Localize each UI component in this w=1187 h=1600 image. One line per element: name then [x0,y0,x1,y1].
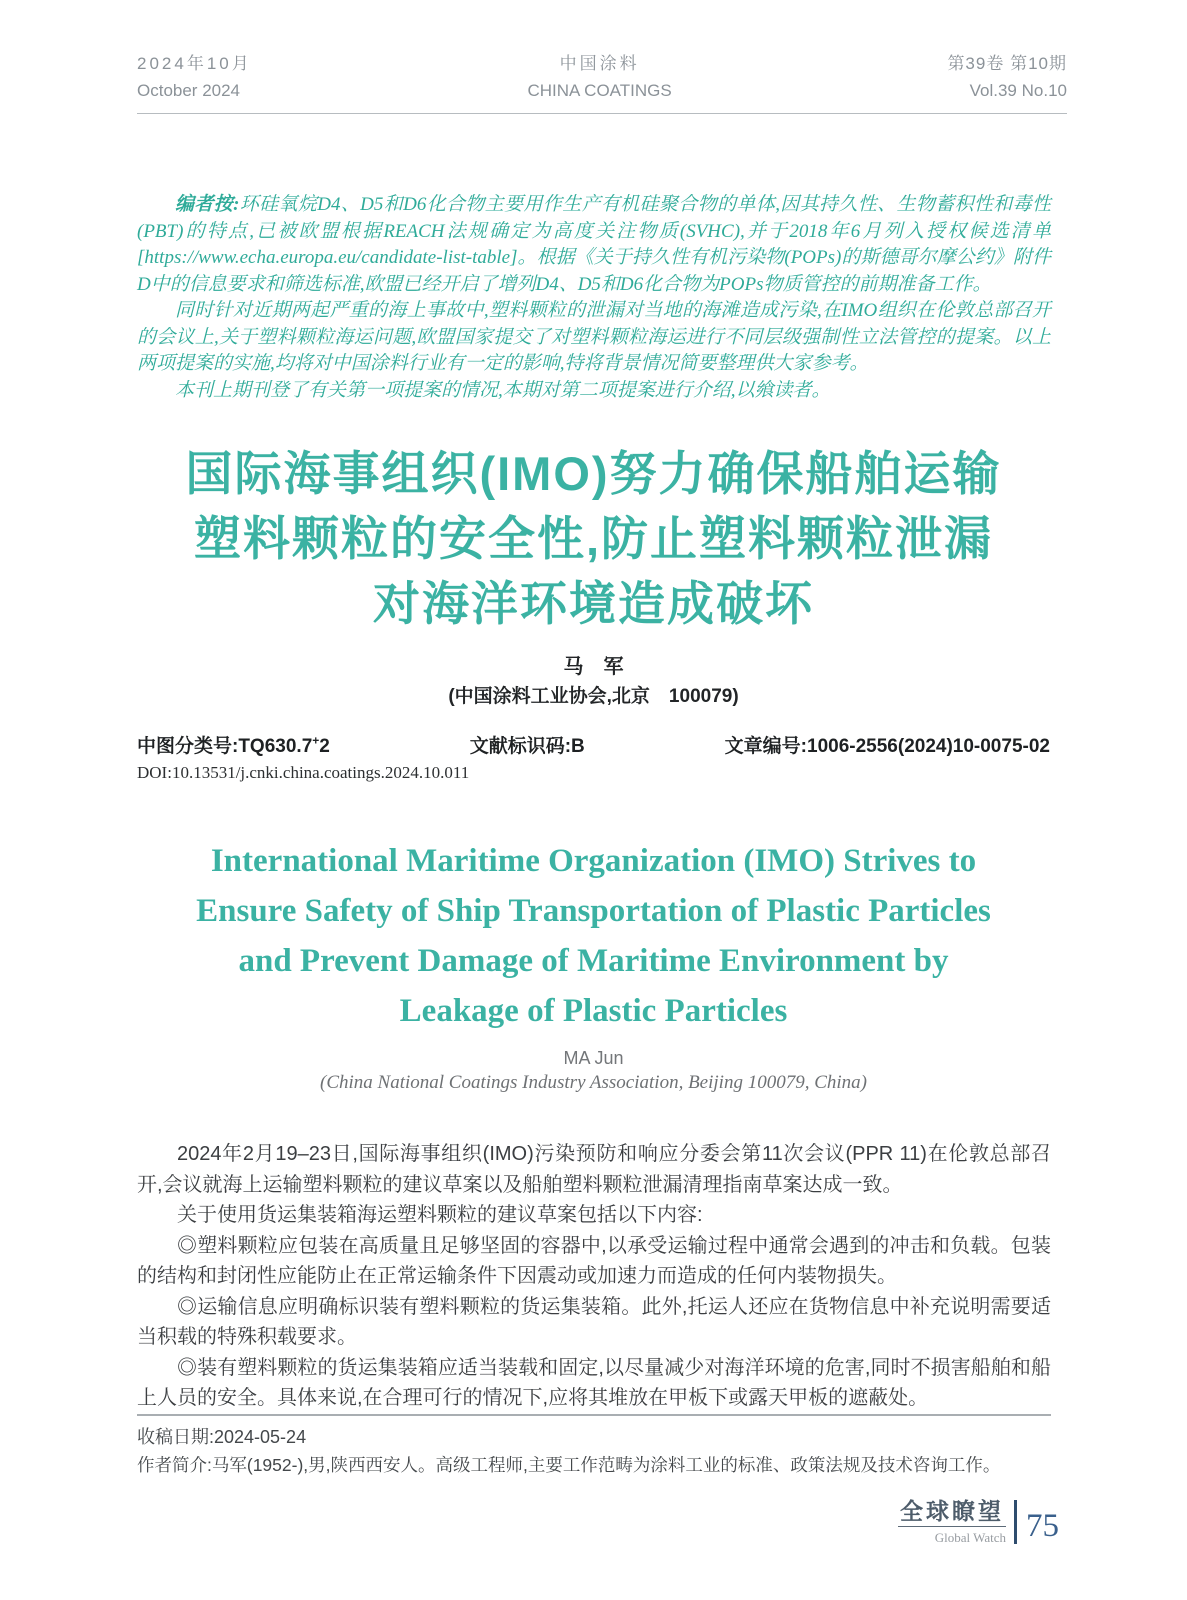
header-journal-en: CHINA COATINGS [527,81,672,100]
clc-number [137,731,330,758]
body-paragraph: 关于使用货运集装箱海运塑料颗粒的建议草案包括以下内容: [177,1204,703,1226]
received-date: 收稿日期:2024-05-24 [137,1427,307,1447]
document-code: 文献标识码:B [469,736,585,757]
body-paragraph: ◎装有塑料颗粒的货运集装箱应适当装载和固定,以尽量减少对海洋环境的危害,同时不损害船舶和船上人员的安全。具体来说,在合理可行的情况下,应将其堆放在甲板下或露天甲板的遮蔽处。 [137,1356,1051,1409]
article-title-cn-line3: 对海洋环境造成破坏 [373,577,814,630]
author-name-en: MA Jun [563,1048,624,1068]
article-id: 文章编号:1006-2556(2024)10-0075-02 [724,736,1050,757]
editor-note-label: 编者按: [175,194,240,215]
header-date-cn: 2024年10月 [137,54,252,73]
clc-superscript: + [312,733,320,748]
editor-note-paragraph-3: 本刊上期刊登了有关第一项提案的情况,本期对第二项提案进行介绍,以飨读者。 [175,379,831,401]
article-title-en-line1: International Maritime Organization (IMO) Strives to [210,843,977,879]
header-journal-name [527,50,671,104]
article-title-en-line2: Ensure Safety of Ship Transportation of Plastic Particles [196,893,991,929]
header-issue [947,50,1067,104]
clc-suffix: 2 [319,736,330,757]
article-title-en-line3: and Prevent Damage of Maritime Environment by [238,943,949,979]
article-meta-row [137,731,1050,758]
editor-note-p1-text: 环硅氧烷D4、D5和D6化合物主要用作生产有机硅聚合物的单体,因其持久性、生物蓄积性和毒性(PBT)的特点,已被欧盟根据REACH法规确定为高度关注物质(SVHC),并于2018年6月列入授权候选清单[https://www.echa.europa.eu/candidate-list-table]。根据《关于持久性有机污染物(POPs)的斯德哥尔摩公约》附件D中的信息要求和筛选标准,欧盟已经开启了增列D4、D5和D6化合物为POPs物质管控的前期准备工作。 [137,194,1052,295]
clc-prefix: 中图分类号:TQ630.7 [137,736,313,757]
editor-note-paragraph-2: 同时针对近期两起严重的海上事故中,塑料颗粒的泄漏对当地的海滩造成污染,在IMO组织在伦敦总部召开的会议上,关于塑料颗粒海运问题,欧盟国家提交了对塑料颗粒海运进行不同层级强制性立法管控的提案。以上两项提案的实施,均将对中国涂料行业有一定的影响,特将背景情况简要整理供大家参考。 [137,300,1051,374]
footnote [137,1414,1051,1479]
column-name [898,1498,1006,1546]
article-title-en-line4: Leakage of Plastic Particles [399,993,788,1029]
journal-header [137,50,1067,114]
author-bio: 作者简介:马军(1952-),男,陕西西安人。高级工程师,主要工作范畴为涂料工业的标准、政策法规及技术咨询工作。 [137,1455,1001,1475]
author-affiliation-en: (China National Coatings Industry Association, Beijing 100079, China) [320,1072,867,1093]
badge-divider [1014,1500,1017,1544]
article-title-cn-line1: 国际海事组织(IMO)努力确保船舶运输 [185,447,1002,500]
page-number: 75 [1026,1507,1059,1544]
article-body [137,1139,1051,1414]
header-issue-cn: 第39卷 第10期 [947,54,1067,73]
doi: DOI:10.13531/j.cnki.china.coatings.2024.10.011 [137,763,470,782]
author-affiliation-cn: (中国涂料工业协会,北京 100079) [448,686,739,707]
editor-note [137,192,1051,404]
article-title-cn [0,441,1187,636]
article-title-en [0,836,1187,1036]
body-paragraph: ◎塑料颗粒应包装在高质量且足够坚固的容器中,以承受运输过程中通常会遇到的冲击和负载。包装的结构和封闭性应能防止在正常运输条件下因震动或加速力而造成的任何内装物损失。 [137,1234,1051,1287]
body-paragraph: ◎运输信息应明确标识装有塑料颗粒的货运集装箱。此外,托运人还应在货物信息中补充说明需要适当积载的特殊积载要求。 [137,1295,1051,1348]
body-paragraph: 2024年2月19–23日,国际海事组织(IMO)污染预防和响应分委会第11次会议(PPR 11)在伦敦总部召开,会议就海上运输塑料颗粒的建议草案以及船舶塑料颗粒泄漏清理指南草案达成一致。 [137,1143,1051,1196]
header-issue-en: Vol.39 No.10 [969,81,1067,100]
header-date [137,50,252,104]
editor-note-paragraph-1 [137,192,1051,298]
author-name-cn: 马 军 [563,656,624,678]
column-name-en: Global Watch [934,1530,1006,1545]
page-badge [898,1498,1059,1546]
column-name-cn: 全球瞭望 [898,1498,1006,1527]
article-title-cn-line2: 塑料颗粒的安全性,防止塑料颗粒泄漏 [193,512,994,565]
header-journal-cn: 中国涂料 [559,54,640,73]
header-date-en: October 2024 [137,81,241,100]
